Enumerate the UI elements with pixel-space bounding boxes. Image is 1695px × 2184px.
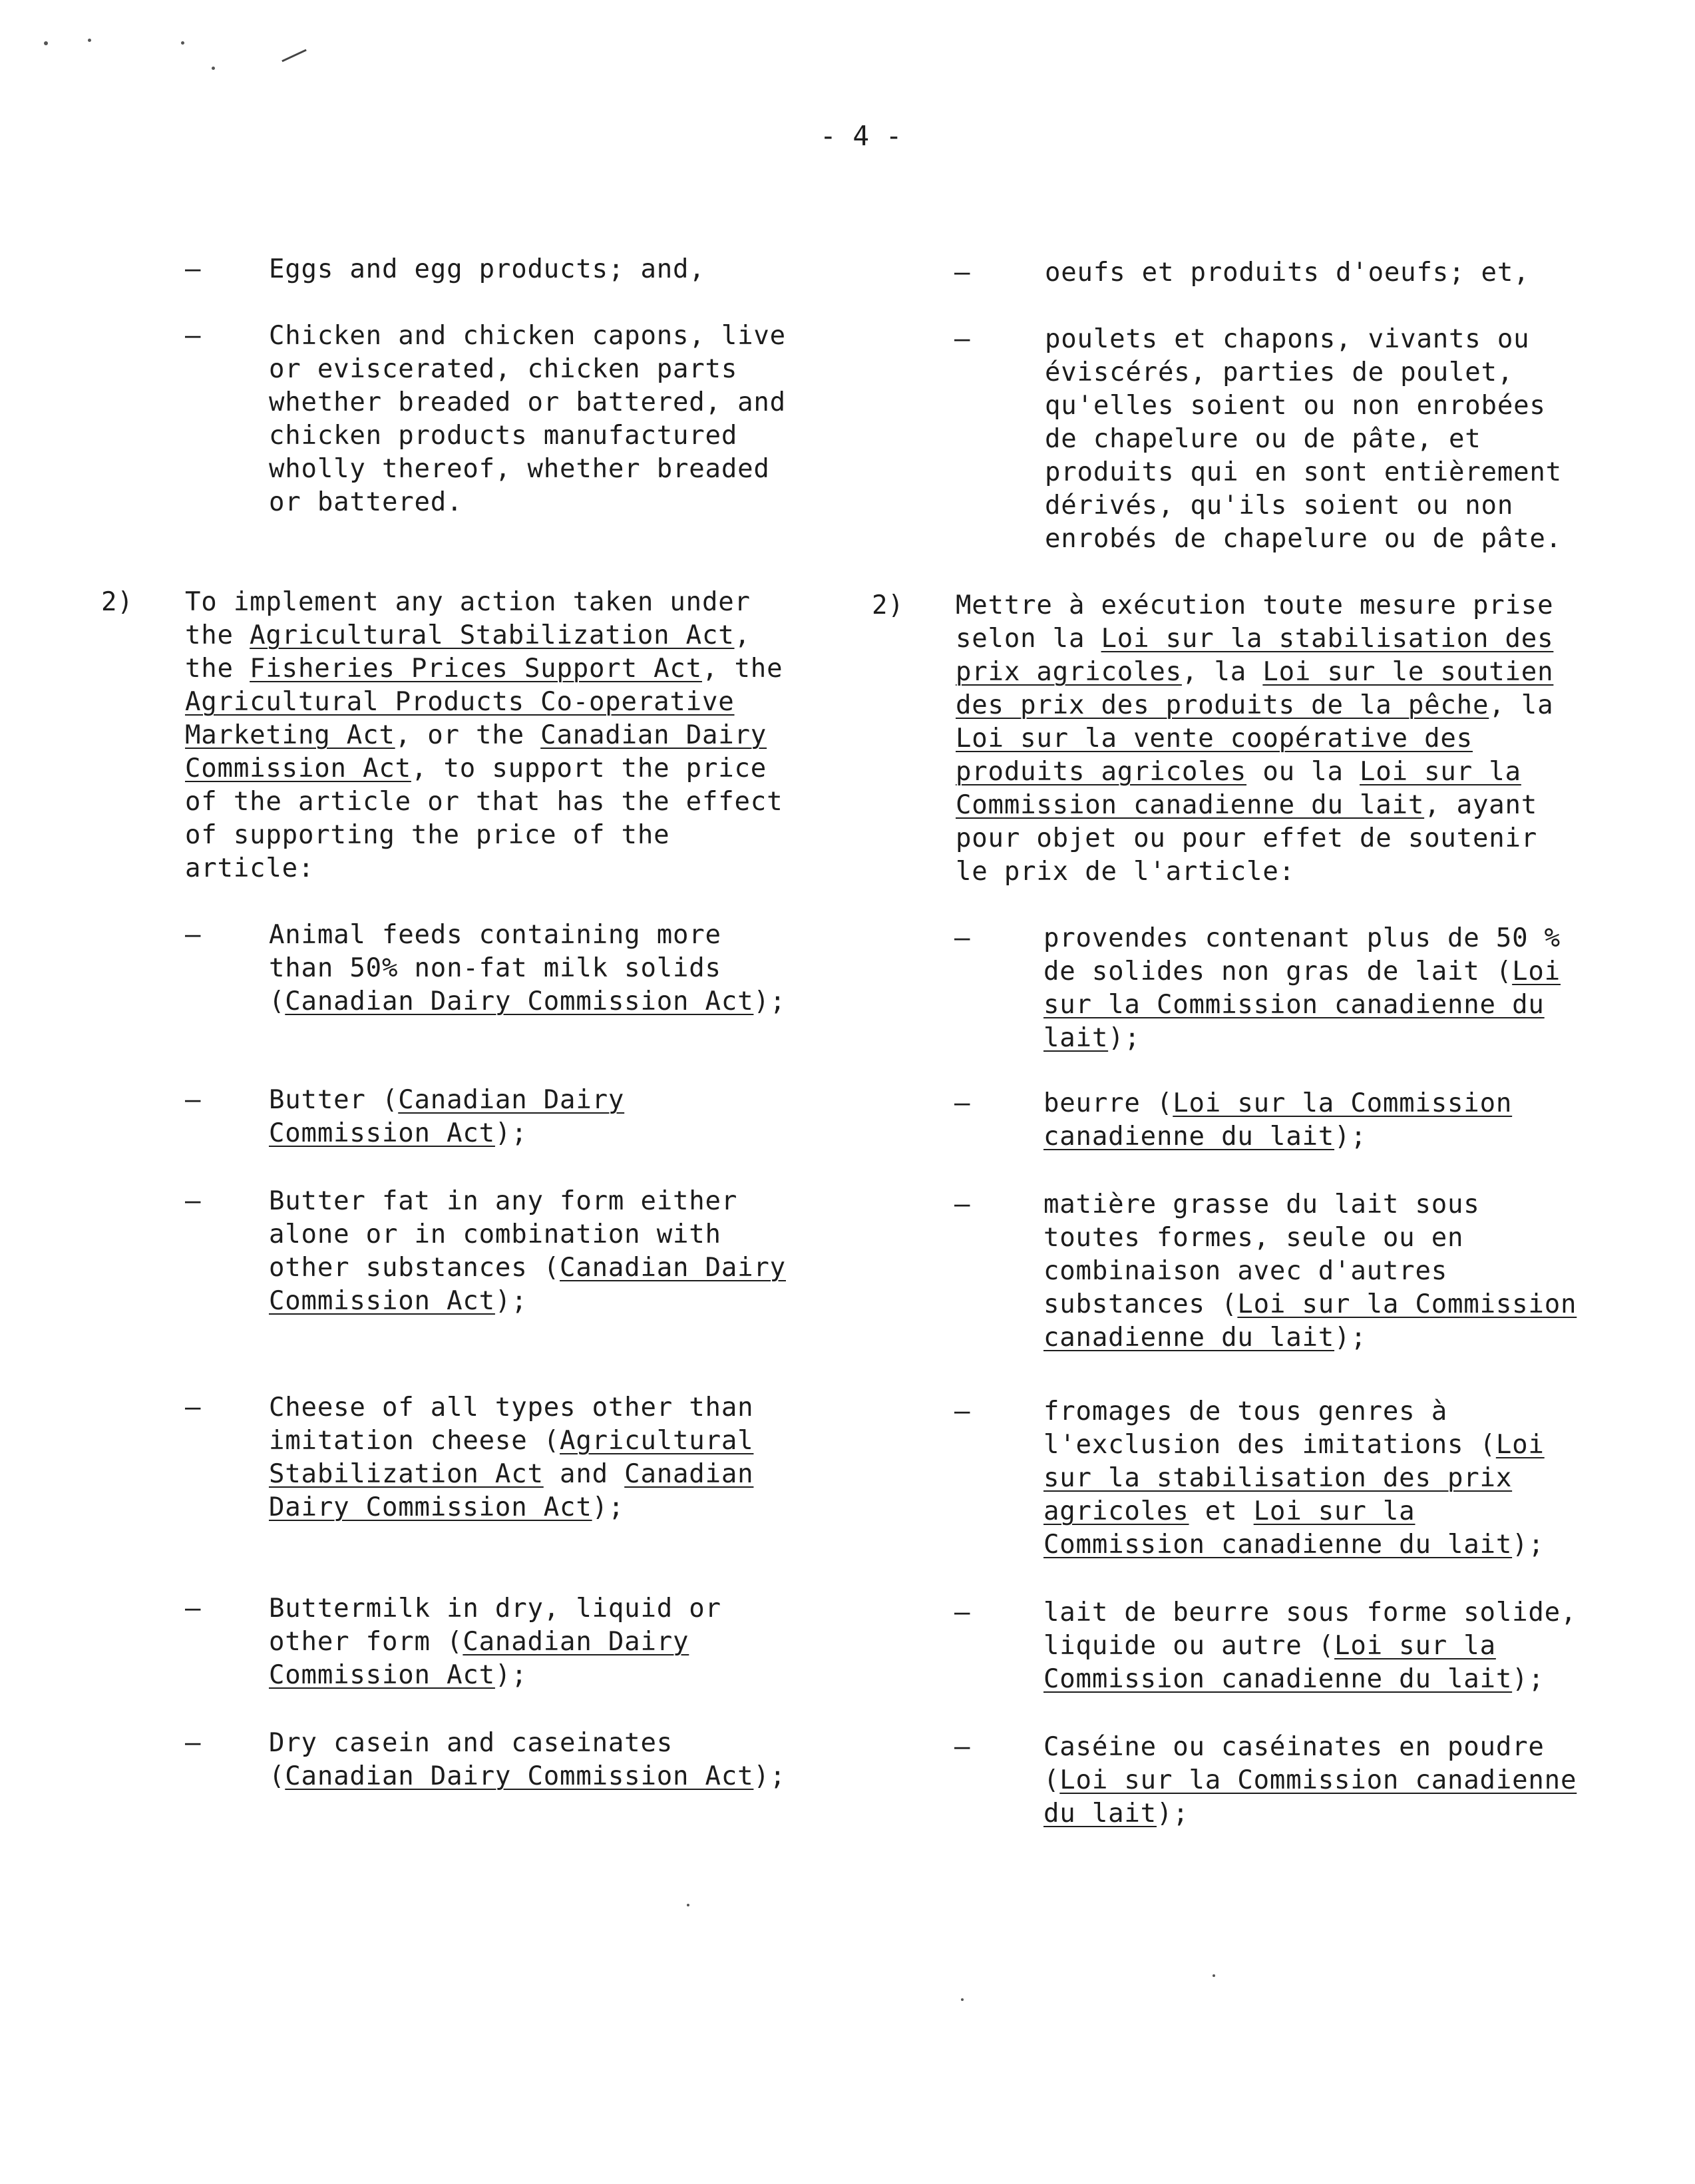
- section-number: 2): [872, 590, 904, 620]
- item-beurre-line: canadienne du lait);: [1043, 1122, 1367, 1152]
- act-reference: canadienne du lait: [1043, 1122, 1335, 1152]
- act-reference: Loi: [1512, 957, 1561, 986]
- item-chicken-line: Chicken and chicken capons, live: [269, 321, 786, 351]
- item-butterfat-line: other substances (Canadian Dairy: [269, 1253, 786, 1283]
- act-reference: Commission canadienne du lait: [1043, 1530, 1513, 1560]
- item-matiere-line: matière grasse du lait sous: [1043, 1190, 1480, 1219]
- act-reference: agricoles: [1043, 1496, 1189, 1526]
- item-lait-beurre-line: lait de beurre sous forme solide,: [1043, 1598, 1577, 1628]
- act-reference: Agricultural Products Co-operative: [185, 687, 735, 717]
- section-number: 2): [101, 587, 134, 617]
- item-caseine-line: du lait);: [1043, 1799, 1189, 1829]
- section-2-line: Marketing Act, or the Canadian Dairy: [185, 720, 767, 750]
- dash-bullet: –: [185, 1085, 202, 1115]
- item-matiere-line: substances (Loi sur la Commission: [1043, 1289, 1577, 1319]
- item-poulets-line: dérivés, qu'ils soient ou non: [1045, 491, 1514, 521]
- act-reference: produits agricoles: [956, 757, 1247, 787]
- section-2-line: Mettre à exécution toute mesure prise: [956, 590, 1554, 620]
- act-reference: Commission canadienne du lait: [1043, 1664, 1513, 1694]
- section-2-line: of supporting the price of the: [185, 820, 670, 850]
- section-2-line: pour objet ou pour effet de soutenir: [956, 823, 1538, 853]
- item-feeds-line: Animal feeds containing more: [269, 920, 721, 950]
- section-2-line: Commission canadienne du lait, ayant: [956, 790, 1538, 820]
- item-matiere-line: toutes formes, seule ou en: [1043, 1223, 1464, 1253]
- scan-mark: [282, 49, 307, 63]
- act-reference: Dairy Commission Act: [269, 1492, 592, 1522]
- act-reference: Canadian Dairy: [463, 1627, 689, 1657]
- act-reference: prix agricoles: [956, 657, 1182, 687]
- item-butterfat-line: alone or in combination with: [269, 1219, 721, 1249]
- act-reference: Canadian: [624, 1459, 754, 1489]
- item-fromages-line: Commission canadienne du lait);: [1043, 1530, 1545, 1560]
- dash-bullet: –: [185, 920, 202, 950]
- dash-bullet: –: [954, 1088, 971, 1118]
- item-butter-line: Butter (Canadian Dairy: [269, 1085, 625, 1115]
- item-caseine-line: (Loi sur la Commission canadienne: [1043, 1765, 1577, 1795]
- section-2-line: the Fisheries Prices Support Act, the: [185, 654, 783, 684]
- act-reference: Canadian Dairy: [540, 720, 767, 750]
- act-reference: Commission Act: [269, 1118, 495, 1148]
- item-beurre-line: beurre (Loi sur la Commission: [1043, 1088, 1513, 1118]
- act-reference: Commission Act: [269, 1286, 495, 1316]
- item-chicken-line: or battered.: [269, 487, 463, 517]
- item-chicken-line: chicken products manufactured: [269, 421, 738, 451]
- item-matiere-line: canadienne du lait);: [1043, 1323, 1367, 1353]
- item-eggs: Eggs and egg products; and,: [269, 254, 705, 284]
- item-matiere-line: combinaison avec d'autres: [1043, 1256, 1447, 1286]
- item-chicken-line: wholly thereof, whether breaded: [269, 454, 770, 484]
- item-provendes-line: provendes contenant plus de 50 %: [1043, 923, 1561, 953]
- act-reference: Agricultural Stabilization Act: [250, 620, 735, 650]
- item-butter-line: Commission Act);: [269, 1118, 528, 1148]
- section-2-line: produits agricoles ou la Loi sur la: [956, 757, 1521, 787]
- dash-bullet: –: [954, 1190, 971, 1219]
- item-poulets-line: enrobés de chapelure ou de pâte.: [1045, 524, 1562, 554]
- act-reference: Commission Act: [185, 754, 411, 783]
- item-cheese-line: Stabilization Act and Canadian: [269, 1459, 754, 1489]
- item-butterfat-line: Commission Act);: [269, 1286, 528, 1316]
- act-reference: Canadian Dairy Commission Act: [285, 986, 754, 1016]
- dash-bullet: –: [185, 1393, 202, 1422]
- item-casein-line: Dry casein and caseinates: [269, 1728, 673, 1758]
- item-cheese-line: Cheese of all types other than: [269, 1393, 754, 1422]
- scan-speck: [961, 1998, 964, 2001]
- act-reference: Loi sur la vente coopérative des: [956, 724, 1473, 754]
- dash-bullet: –: [185, 1186, 202, 1216]
- item-fromages-line: l'exclusion des imitations (Loi: [1043, 1430, 1545, 1460]
- item-poulets-line: de chapelure ou de pâte, et: [1045, 424, 1481, 454]
- dash-bullet: –: [954, 1598, 971, 1628]
- act-reference: canadienne du lait: [1043, 1323, 1335, 1353]
- section-2-line: article:: [185, 853, 315, 883]
- act-reference: sur la stabilisation des prix: [1043, 1463, 1513, 1493]
- scan-speck: [212, 67, 215, 70]
- scan-speck: [1213, 1974, 1215, 1977]
- item-poulets-line: produits qui en sont entièrement: [1045, 457, 1562, 487]
- item-fromages-line: fromages de tous genres à: [1043, 1397, 1447, 1426]
- section-2-line: To implement any action taken under: [185, 587, 751, 617]
- act-reference: lait: [1043, 1023, 1109, 1053]
- item-lait-beurre-line: Commission canadienne du lait);: [1043, 1664, 1545, 1694]
- item-poulets-line: poulets et chapons, vivants ou: [1045, 324, 1530, 354]
- scan-speck: [88, 39, 91, 42]
- item-caseine-line: Caséine ou caséinates en poudre: [1043, 1732, 1545, 1762]
- section-2-line: the Agricultural Stabilization Act,: [185, 620, 751, 650]
- scan-speck: [687, 1904, 689, 1906]
- item-feeds-line: than 50% non-fat milk solids: [269, 953, 721, 983]
- dash-bullet: –: [954, 1732, 971, 1762]
- act-reference: Agricultural: [560, 1426, 754, 1456]
- act-reference: Loi sur la stabilisation des: [1101, 624, 1554, 654]
- item-butterfat-line: Butter fat in any form either: [269, 1186, 738, 1216]
- item-feeds-line: (Canadian Dairy Commission Act);: [269, 986, 786, 1016]
- dash-bullet: –: [185, 254, 202, 284]
- item-poulets-line: éviscérés, parties de poulet,: [1045, 357, 1514, 387]
- act-reference: du lait: [1043, 1799, 1157, 1829]
- item-poulets-line: qu'elles soient ou non enrobées: [1045, 391, 1546, 421]
- item-chicken-line: whether breaded or battered, and: [269, 387, 786, 417]
- scan-speck: [181, 41, 184, 45]
- act-reference: Marketing Act: [185, 720, 395, 750]
- dash-bullet: –: [185, 1594, 202, 1624]
- item-cheese-line: Dairy Commission Act);: [269, 1492, 625, 1522]
- item-oeufs: oeufs et produits d'oeufs; et,: [1045, 258, 1530, 288]
- section-2-line: selon la Loi sur la stabilisation des: [956, 624, 1554, 654]
- dash-bullet: –: [954, 1397, 971, 1426]
- act-reference: sur la Commission canadienne du: [1043, 990, 1545, 1020]
- dash-bullet: –: [185, 1728, 202, 1758]
- item-fromages-line: agricoles et Loi sur la: [1043, 1496, 1415, 1526]
- act-reference: Loi sur la: [1360, 757, 1521, 787]
- act-reference: Canadian Dairy: [560, 1253, 786, 1283]
- act-reference: Loi: [1495, 1430, 1545, 1460]
- act-reference: Canadian Dairy Commission Act: [285, 1761, 754, 1791]
- act-reference: Loi sur la Commission: [1237, 1289, 1577, 1319]
- section-2-line: prix agricoles, la Loi sur le soutien: [956, 657, 1554, 687]
- act-reference: Commission Act: [269, 1660, 495, 1690]
- act-reference: Loi sur la: [1334, 1631, 1496, 1661]
- act-reference: Loi sur la Commission: [1173, 1088, 1513, 1118]
- item-chicken-line: or eviscerated, chicken parts: [269, 354, 738, 384]
- act-reference: Loi sur la Commission canadienne: [1059, 1765, 1577, 1795]
- act-reference: Loi sur la: [1253, 1496, 1415, 1526]
- item-lait-beurre-line: liquide ou autre (Loi sur la: [1043, 1631, 1496, 1661]
- section-2-line: of the article or that has the effect: [185, 787, 783, 817]
- act-reference: Stabilization Act: [269, 1459, 544, 1489]
- item-provendes-line: de solides non gras de lait (Loi: [1043, 957, 1561, 986]
- item-buttermilk-line: other form (Canadian Dairy: [269, 1627, 689, 1657]
- dash-bullet: –: [954, 324, 971, 354]
- section-2-line: Commission Act, to support the price: [185, 754, 767, 783]
- section-2-line: le prix de l'article:: [956, 857, 1295, 887]
- act-reference: Loi sur le soutien: [1262, 657, 1554, 687]
- section-2-line: des prix des produits de la pêche, la: [956, 690, 1554, 720]
- page-number: - 4 -: [820, 120, 902, 152]
- act-reference: des prix des produits de la pêche: [956, 690, 1489, 720]
- item-buttermilk-line: Commission Act);: [269, 1660, 528, 1690]
- item-buttermilk-line: Buttermilk in dry, liquid or: [269, 1594, 721, 1624]
- scan-speck: [44, 41, 48, 45]
- dash-bullet: –: [954, 258, 971, 288]
- dash-bullet: –: [954, 923, 971, 953]
- item-casein-line: (Canadian Dairy Commission Act);: [269, 1761, 786, 1791]
- item-cheese-line: imitation cheese (Agricultural: [269, 1426, 754, 1456]
- act-reference: Commission canadienne du lait: [956, 790, 1425, 820]
- act-reference: Fisheries Prices Support Act: [250, 654, 702, 684]
- item-provendes-line: lait);: [1043, 1023, 1141, 1053]
- dash-bullet: –: [185, 321, 202, 351]
- act-reference: Canadian Dairy: [398, 1085, 625, 1115]
